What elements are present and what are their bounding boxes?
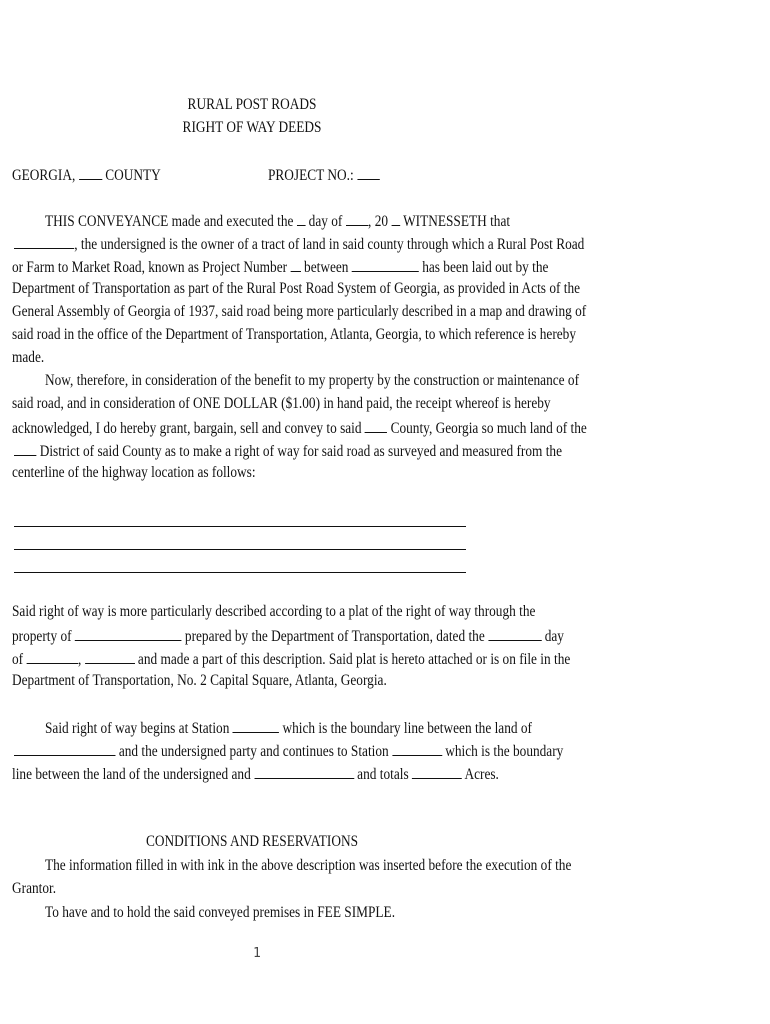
adjoining-owner-blank[interactable] <box>14 740 115 756</box>
p4-text: Said right of way begins at Station <box>45 720 230 737</box>
p2-text: County, Georgia so much land of the <box>390 420 587 437</box>
p3-text: and made a part of this description. Said plat is hereto attached or is on file in the <box>137 651 571 668</box>
conditions-heading: CONDITIONS AND RESERVATIONS <box>146 833 358 850</box>
description-line-1[interactable] <box>14 526 466 527</box>
said-county-blank[interactable] <box>365 417 387 433</box>
p4-text: and totals <box>357 766 409 783</box>
description-line-2[interactable] <box>14 549 466 550</box>
p1-text: THIS CONVEYANCE made and executed the <box>45 213 294 230</box>
p1-line-2 <box>14 233 584 255</box>
title-line-2: RIGHT OF WAY DEEDS <box>182 119 322 136</box>
p4-line-3 <box>12 763 499 785</box>
p1-line-1 <box>45 210 510 232</box>
project-line <box>268 164 379 186</box>
p2-line-5: centerline of the highway location as follows: <box>12 464 256 481</box>
p4-text: which is the boundary line between the land of <box>282 720 532 737</box>
p1-line-3 <box>12 256 548 278</box>
p1-text: WITNESSETH that <box>403 213 511 230</box>
p3-text: of <box>12 651 24 668</box>
acres-blank[interactable] <box>412 763 462 779</box>
project-number-blank-2[interactable] <box>290 256 300 272</box>
county-label: COUNTY <box>105 167 161 184</box>
p1-text: or Farm to Market Road, known as Project Number <box>12 259 288 276</box>
state-label: GEORGIA, <box>12 167 76 184</box>
plat-year-blank[interactable] <box>85 648 135 664</box>
property-owner-blank[interactable] <box>75 625 182 641</box>
p2-line-3 <box>12 417 587 439</box>
page-number: 1 <box>253 946 261 961</box>
p1-text: , the undersigned is the owner of a tract of land in said county through which a Rural Post Road <box>74 236 585 253</box>
month-blank[interactable] <box>346 210 368 226</box>
p4-line-1 <box>45 717 532 739</box>
plat-month-blank[interactable] <box>26 648 78 664</box>
p3-line-1: Said right of way is more particularly described according to a plat of the right of way through the <box>12 603 536 620</box>
conditions-line-3: To have and to hold the said conveyed premises in FEE SIMPLE. <box>45 904 396 921</box>
district-blank[interactable] <box>14 440 36 456</box>
p1-line-6: said road in the office of the Department of Transportation, Atlanta, Georgia, to which reference is hereby <box>12 326 577 343</box>
grantor-name-blank[interactable] <box>14 233 74 249</box>
p4-text: and the undersigned party and continues to Station <box>118 743 389 760</box>
p2-line-2: said road, and in consideration of ONE DOLLAR ($1.00) in hand paid, the receipt whereof is hereby <box>12 395 551 412</box>
p1-line-5: General Assembly of Georgia of 1937, said road being more particularly described in a map and drawing of <box>12 303 587 320</box>
p4-text: which is the boundary <box>445 743 564 760</box>
day-blank[interactable] <box>297 210 306 226</box>
p2-text: District of said County as to make a right of way for said road as surveyed and measured from the <box>39 443 563 460</box>
plat-day-blank[interactable] <box>488 625 541 641</box>
p3-line-4: Department of Transportation, No. 2 Capital Square, Atlanta, Georgia. <box>12 672 387 689</box>
p3-line-3 <box>12 648 570 670</box>
p2-line-4 <box>14 440 562 462</box>
p1-text: between <box>304 259 349 276</box>
p1-text: day of <box>308 213 343 230</box>
p3-text: day <box>544 628 564 645</box>
p4-text: Acres. <box>464 766 499 783</box>
p2-line-1: Now, therefore, in consideration of the benefit to my property by the construction or maintenance of <box>45 372 580 389</box>
project-number-blank[interactable] <box>357 164 379 180</box>
conditions-line-2: Grantor. <box>12 880 57 897</box>
year-blank[interactable] <box>391 210 400 226</box>
p1-line-7: made. <box>12 349 45 366</box>
p3-text: property of <box>12 628 72 645</box>
p4-line-2 <box>14 740 563 762</box>
start-station-blank[interactable] <box>233 717 279 733</box>
other-owner-blank[interactable] <box>254 763 354 779</box>
description-line-3[interactable] <box>14 572 466 573</box>
p3-line-2 <box>12 625 564 647</box>
between-blank[interactable] <box>352 256 419 272</box>
p1-text: , 20 <box>368 213 389 230</box>
p1-line-4: Department of Transportation as part of the Rural Post Road System of Georgia, as provided in Acts of the <box>12 280 581 297</box>
p3-text: , <box>78 651 82 668</box>
end-station-blank[interactable] <box>392 740 442 756</box>
p4-text: line between the land of the undersigned and <box>12 766 251 783</box>
county-line <box>12 164 161 186</box>
county-name-blank[interactable] <box>79 164 102 180</box>
title-line-1: RURAL POST ROADS <box>187 96 317 113</box>
project-label: PROJECT NO.: <box>268 167 354 184</box>
p3-text: prepared by the Department of Transportation, dated the <box>184 628 485 645</box>
p1-text: has been laid out by the <box>422 259 549 276</box>
conditions-line-1: The information filled in with ink in the above description was inserted before the execution of the <box>45 857 572 874</box>
p2-text: acknowledged, I do hereby grant, bargain, sell and convey to said <box>12 420 362 437</box>
